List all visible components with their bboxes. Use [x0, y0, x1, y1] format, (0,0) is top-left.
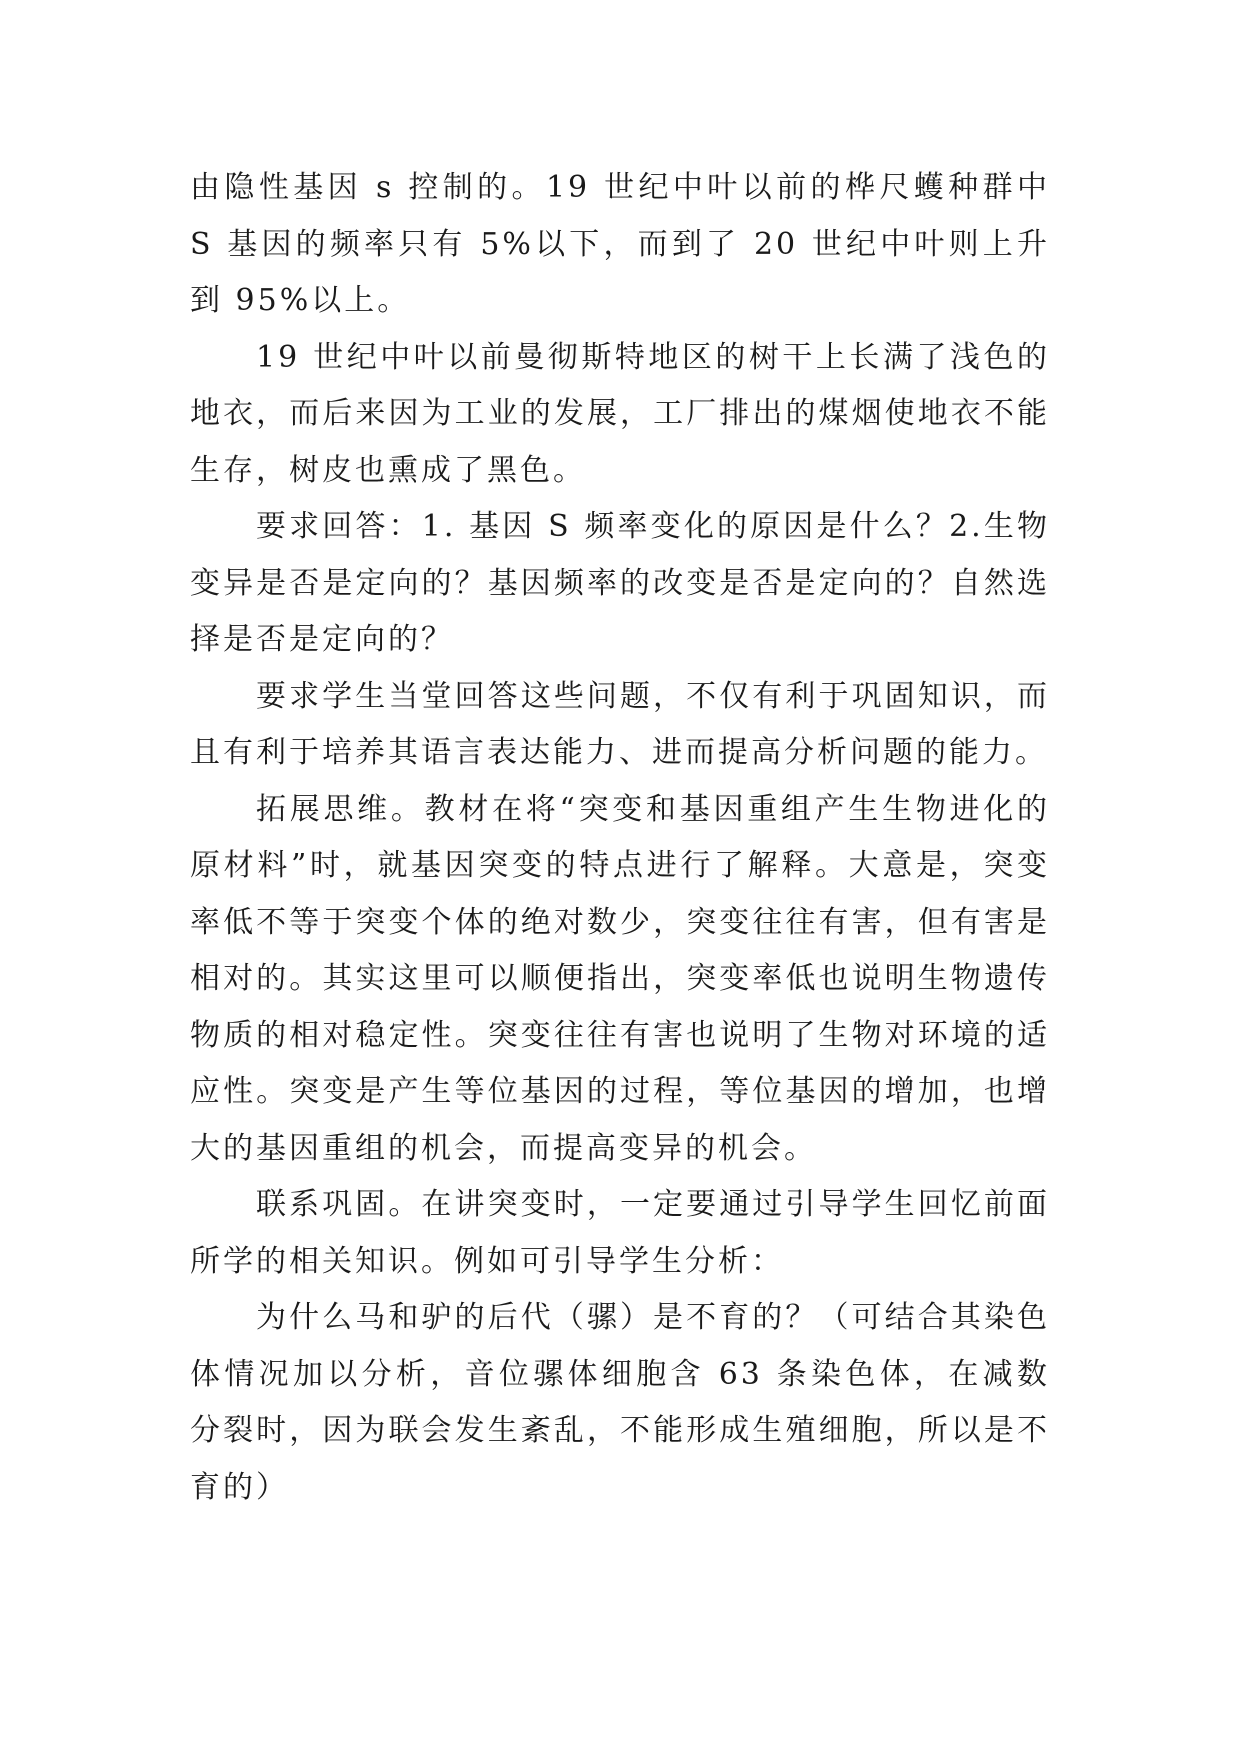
- paragraph-mule-question: 为什么马和驴的后代（骡）是不育的？（可结合其染色体情况加以分析，音位骡体细胞含 63 条染色体，在减数分裂时，因为联会发生紊乱，不能形成生殖细胞，所以是不育的）: [190, 1300, 1050, 1505]
- paragraph-expand-thinking: 拓展思维。教材在将“突变和基因重组产生生物进化的原材料”时，就基因突变的特点进行了解释。大意是，突变率低不等于突变个体的绝对数少，突变往往有害，但有害是相对的。其实这里可以顺便指出，突变率低也说明生物遗传物质的相对稳定性。突变往往有害也说明了生物对环境的适应性。突变是产生等位基因的过程，等位基因的增加，也增大的基因重组的机会，而提高变异的机会。: [190, 791, 1050, 1166]
- paragraph-in-class-answers: 要求学生当堂回答这些问题，不仅有利于巩固知识，而且有利于培养其语言表达能力、进而提高分析问题的能力。: [190, 678, 1050, 770]
- paragraph-connect-consolidate: 联系巩固。在讲突变时，一定要通过引导学生回忆前面所学的相关知识。例如可引导学生分析：: [190, 1187, 1050, 1279]
- document-page: [190, 160, 1050, 1516]
- paragraph-questions: 要求回答：1. 基因 S 频率变化的原因是什么？2.生物变异是否是定向的？基因频率的改变是否是定向的？自然选择是否是定向的？: [190, 509, 1050, 657]
- paragraph-s-gene-frequency: 由隐性基因 s 控制的。19 世纪中叶以前的桦尺蠖种群中 S 基因的频率只有 5%以下，而到了 20 世纪中叶则上升到 95%以上。: [190, 170, 1050, 318]
- paragraph-manchester-lichen: 19 世纪中叶以前曼彻斯特地区的树干上长满了浅色的地衣，而后来因为工业的发展，工厂排出的煤烟使地衣不能生存，树皮也熏成了黑色。: [190, 339, 1050, 488]
